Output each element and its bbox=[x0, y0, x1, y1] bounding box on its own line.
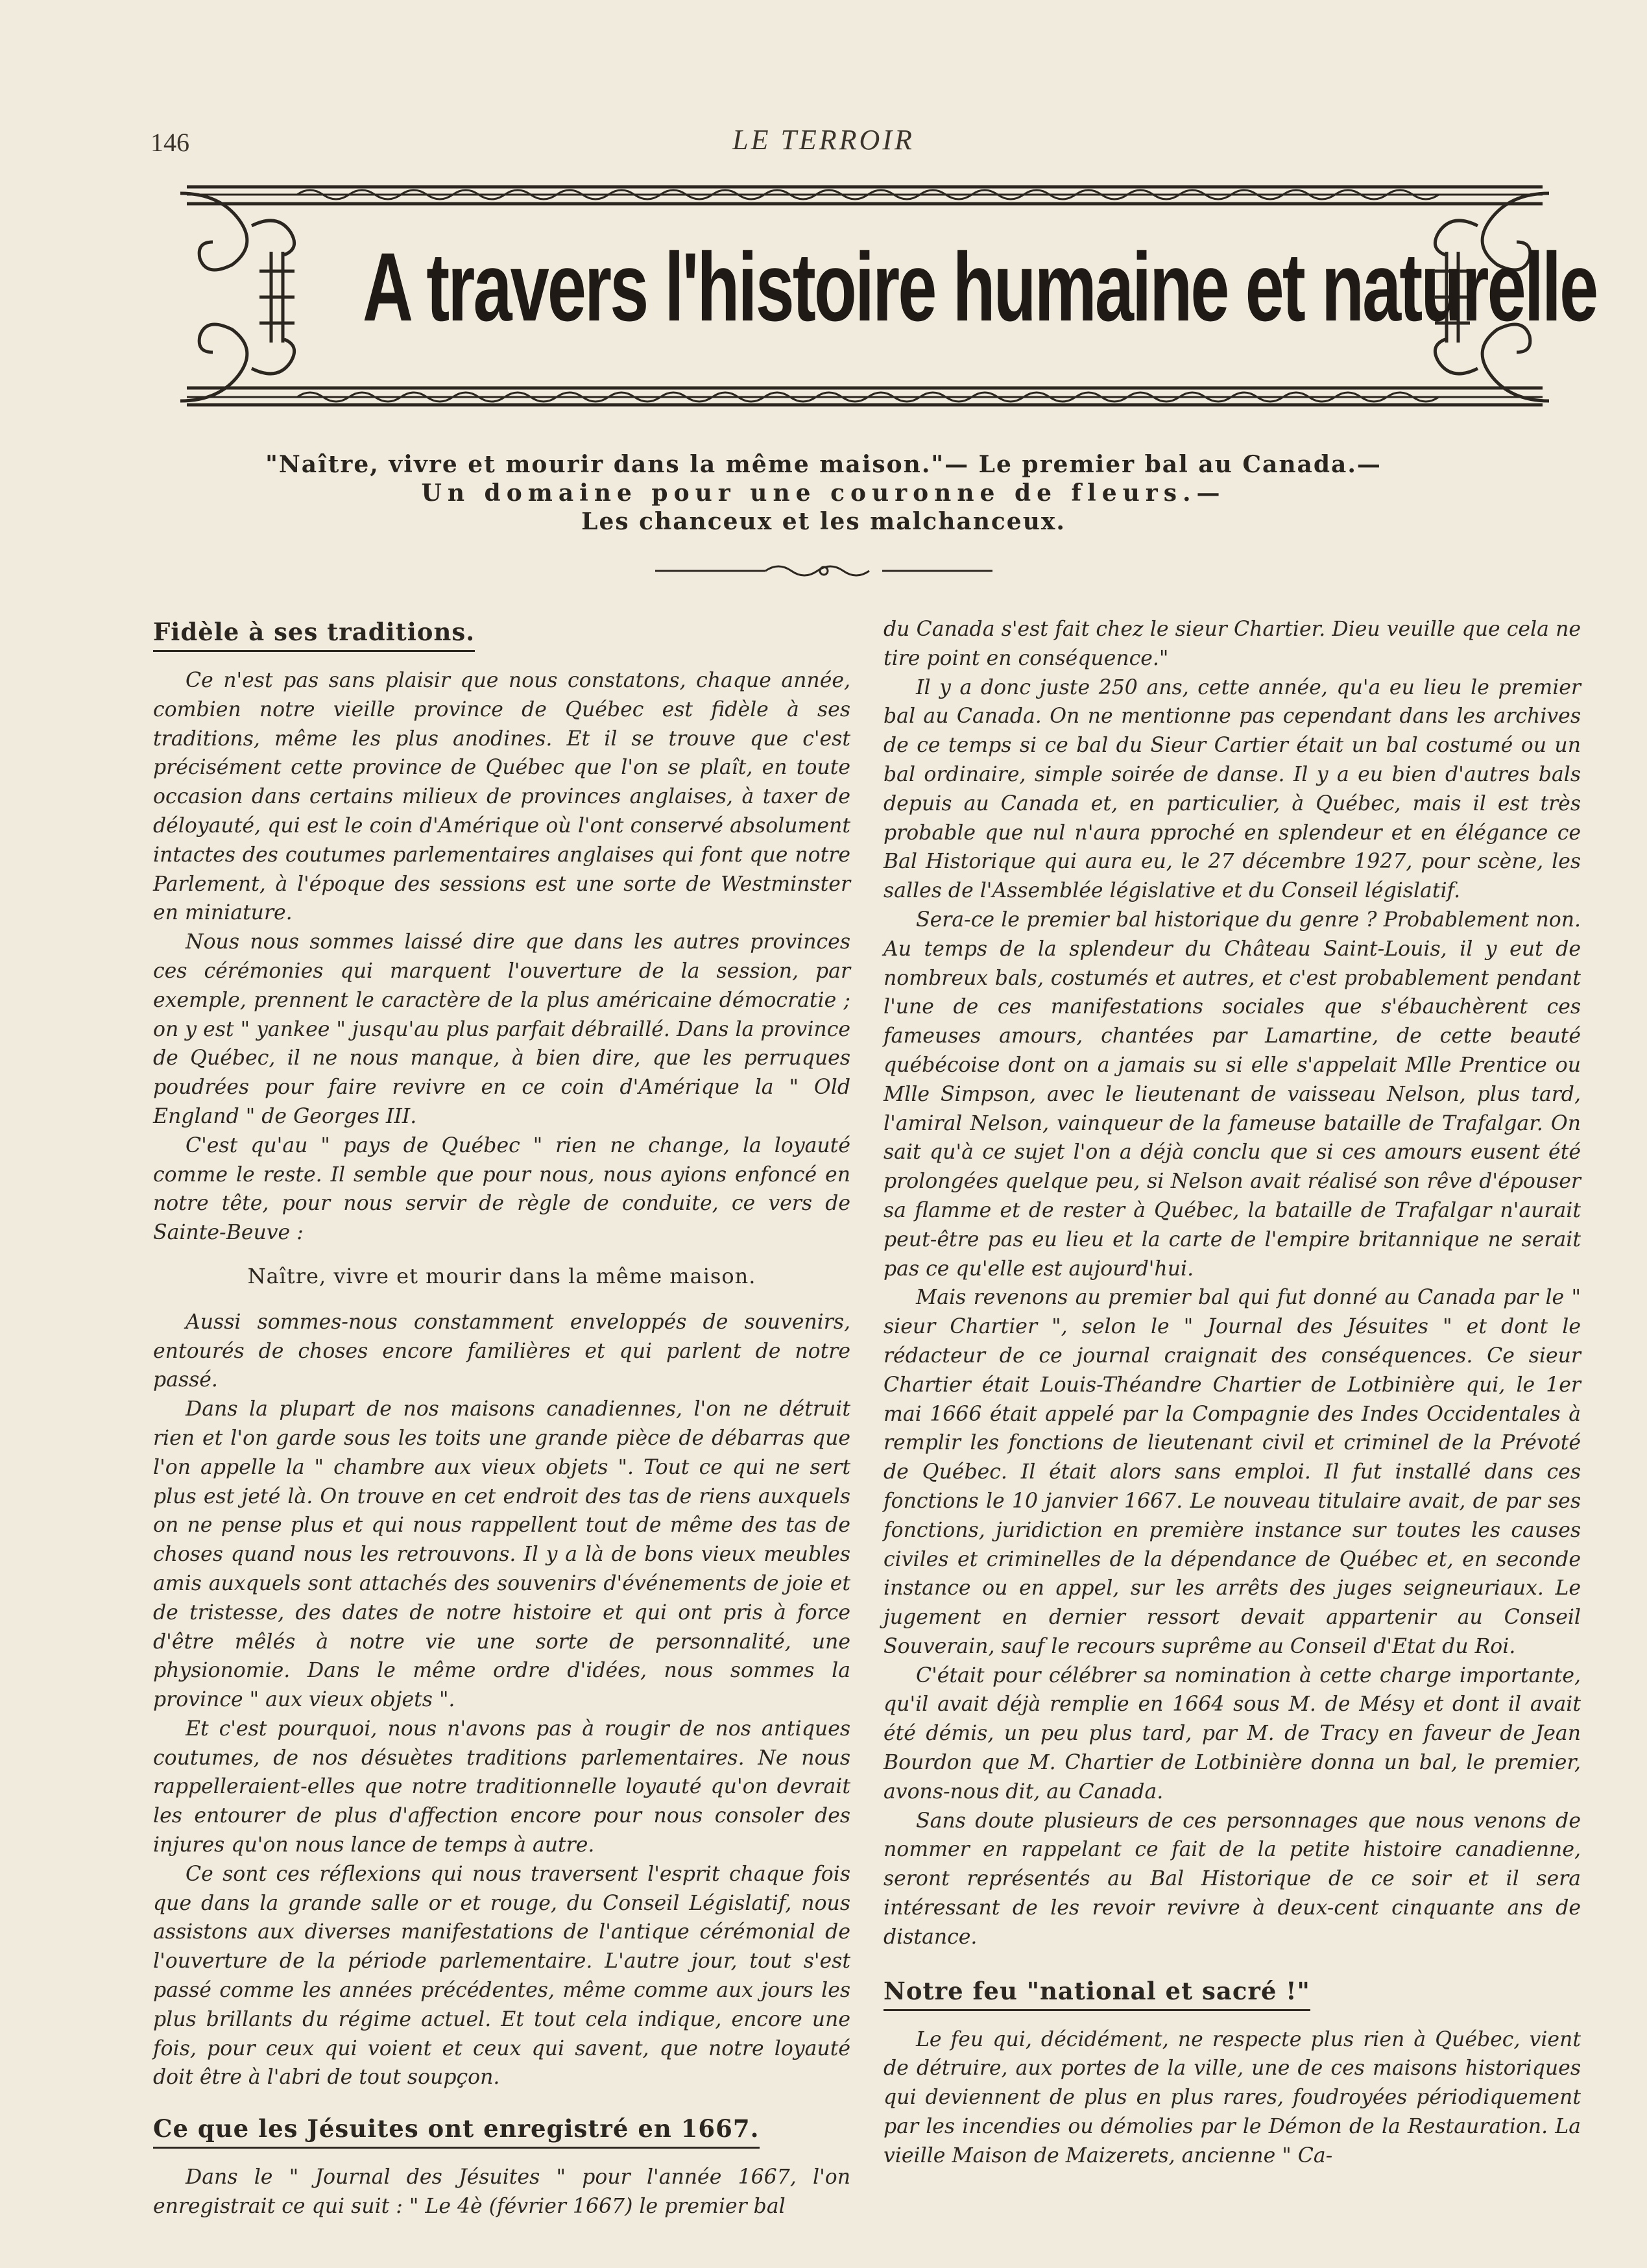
paragraph: Il y a donc juste 250 ans, cette année, qu'a eu lieu le premier bal au Canada. On ne mentionne pas cependant dans les archives de ce temps si ce bal du Sieur Cartier était un bal costumé ou un bal ordinaire, simple soirée de danse. Il y a eu bien d'autres bals depuis au Canada et, en particulier, à Québec, mais il est très probable que nul n'aura pproché en splendeur et en élégance ce Bal Historique qui aura eu, le 27 décembre 1927, pour scène, les salles de l'Assemblée législative et du Conseil législatif. bbox=[884, 675, 1581, 903]
paragraph: Aussi sommes-nous constamment enveloppés de souvenirs, entourés de choses encore familières et qui parlent de notre passé. bbox=[153, 1310, 850, 1392]
paragraph: Nous nous sommes laissé dire que dans les autres provinces ces cérémonies qui marquent l'ouverture de la session, par exemple, prennent le caractère de la plus américaine démocratie ; on y est " yankee " jusqu'au plus parfait débraillé. Dans la province de Québec, il ne nous manque, à bien dire, que les perruques poudrées pour faire revivre en ce coin d'Amérique la " Old England " de Georges III. bbox=[153, 930, 850, 1128]
paragraph: Mais revenons au premier bal qui fut donné au Canada par le " sieur Chartier ", selon le " Journal des Jésuites " et dont le rédacteur de ce journal craignait des conséquences. Ce sieur Chartier était Louis-Théandre Chartier de Lotbinière qui, le 1er mai 1666 était appelé par la Compagnie des Indes Occidentales à remplir les fonctions de lieutenant civil et criminel de la Prévoté de Québec. Il était alors sans emploi. Il fut installé dans ces fonctions le 10 janvier 1667. Le nouveau titulaire avait, de par ses fonctions, juridiction en première instance sur toutes les causes civiles et criminelles de la dépendance de Québec et, en seconde instance ou en appel, sur les arrêts des juges seigneuriaux. Le jugement en dernier ressort devait appartenir au Conseil Souverain, sauf le recours suprême au Conseil d'Etat du Roi. bbox=[884, 1286, 1581, 1658]
article-summary bbox=[0, 450, 1647, 536]
summary-line: Un domaine pour une couronne de fleurs.— bbox=[421, 479, 1226, 507]
ornament-divider bbox=[655, 558, 992, 584]
paragraph: C'est qu'au " pays de Québec " rien ne change, la loyauté comme le reste. Il semble que pour nous, nous ayions enfoncé en notre tête, pour nous servir de règle de conduite, ce vers de Sainte-Beuve : bbox=[153, 1133, 850, 1245]
right-column bbox=[884, 615, 1581, 2171]
banner-title: A travers l'histoire humaine et naturelle bbox=[362, 232, 1597, 341]
paragraph: Ce n'est pas sans plaisir que nous constatons, chaque année, combien notre vieille province de Québec est fidèle à ses traditions, même les plus anodines. Et il se trouve que c'est précisément cette province de Québec que l'on se plaît, en toute occasion dans certains milieux de provinces anglaises, à taxer de déloyauté, qui est le coin d'Amérique où l'ont conservé absolument intactes des coutumes parlementaires anglaises qui font que notre Parlement, à l'époque des sessions est une sorte de Westminster en miniature. bbox=[153, 669, 850, 925]
paragraph: Dans le " Journal des Jésuites " pour l'année 1667, l'on enregistrait ce qui suit : " Le 4è (février 1667) le premier bal bbox=[153, 2165, 850, 2219]
paragraph: Dans la plupart de nos maisons canadiennes, l'on ne détruit rien et l'on garde sous les toits une grande pièce de débarras que l'on appelle la " chambre aux vieux objets ". Tout ce qui ne sert plus est jeté là. On trouve en cet endroit des tas de riens auxquels on ne pense plus et qui nous rappellent tout de même des tas de choses quand nous les retrouvons. Il y a là de bons vieux meubles amis auxquels sont attachés des souvenirs d'événements de joie et de tristesse, des dates de notre histoire et qui ont pris à force d'être mêlés à notre vie une sorte de personnalité, une physionomie. Dans le même ordre d'idées, nous sommes la province " aux vieux objets ". bbox=[153, 1397, 850, 1712]
verse-quote: Naître, vivre et mourir dans la même maison. bbox=[247, 1263, 756, 1288]
paragraph: du Canada s'est fait chez le sieur Chartier. Dieu veuille que cela ne tire point en conséquence." bbox=[884, 618, 1581, 670]
paragraph: Sans doute plusieurs de ces personnages que nous venons de nommer en rappelant ce fait de la petite histoire canadienne, seront représentés au Bal Historique de ce soir et il sera intéressant de les revoir revivre à deux-cent cinquante ans de distance. bbox=[884, 1809, 1581, 1949]
summary-line: "Naître, vivre et mourir dans la même maison."— Le premier bal au Canada.— bbox=[265, 451, 1382, 478]
page-number: 146 bbox=[150, 128, 189, 157]
title-banner bbox=[167, 180, 1597, 411]
paragraph: Le feu qui, décidément, ne respecte plus rien à Québec, vient de détruire, aux portes de la ville, une de ces maisons historiques qui deviennent de plus en plus rares, foudroyées périodiquement par les incendies ou démolies par le Démon de la Restauration. La vieille Maison de Maizerets, ancienne " Ca- bbox=[884, 2027, 1581, 2167]
running-head: LE TERROIR bbox=[732, 124, 915, 156]
paragraph: Ce sont ces réflexions qui nous traversent l'esprit chaque fois que dans la grande salle or et rouge, du Conseil Législatif, nous assistons aux diverses manifestations de l'antique cérémonial de l'ouverture de la période parlementaire. L'autre jour, tout s'est passé comme les années précédentes, même comme aux jours les plus brillants du régime actuel. Et tout cela indique, encore une fois, pour ceux qui voient et ceux qui savent, que notre loyauté doit être à l'abri de tout soupçon. bbox=[153, 1862, 850, 2090]
paragraph: Et c'est pourquoi, nous n'avons pas à rougir de nos antiques coutumes, de nos désuètes traditions parlementaires. Ne nous rappelleraient-elles que notre traditionnelle loyauté qu'on devrait les entourer de plus d'affection encore pour nous consoler des injures qu'on nous lance de temps à autre. bbox=[153, 1717, 850, 1857]
left-column bbox=[153, 610, 850, 2221]
section-heading: Ce que les Jésuites ont enregistré en 1667. bbox=[153, 2113, 760, 2149]
section-heading: Notre feu "national et sacré !" bbox=[884, 1975, 1310, 2011]
paragraph: Sera-ce le premier bal historique du genre ? Probablement non. Au temps de la splendeur du Château Saint-Louis, il y eut de nombreux bals, costumés et autres, et c'est probablement pendant l'une de ces manifestations sociales que s'ébauchèrent ces fameuses amours, chantées par Lamartine, de cette beauté québécoise dont on a jamais su si elle s'appelait Mlle Prentice ou Mlle Simpson, avec le lieutenant de vaisseau Nelson, plus tard, l'amiral Nelson, vainqueur de la fameuse bataille de Trafalgar. On sait qu'à ce sujet l'on a déjà conclu que si ces amours eusent été prolongées quelque peu, si Nelson avait réalisé son rêve d'épouser sa flamme et de rester à Québec, la bataille de Trafalgar n'aurait peut-être pas eu lieu et la carte de l'empire britannique ne serait pas ce qu'elle est aujourd'hui. bbox=[884, 908, 1581, 1281]
paragraph: C'était pour célébrer sa nomination à cette charge importante, qu'il avait déjà remplie en 1664 sous M. de Mésy et dont il avait été démis, un peu plus tard, par M. de Tracy en faveur de Jean Bourdon que M. Chartier de Lotbinière donna un bal, le premier, avons-nous dit, au Canada. bbox=[884, 1663, 1581, 1804]
summary-line: Les chanceux et les malchanceux. bbox=[581, 508, 1066, 535]
section-heading: Fidèle à ses traditions. bbox=[153, 616, 475, 652]
